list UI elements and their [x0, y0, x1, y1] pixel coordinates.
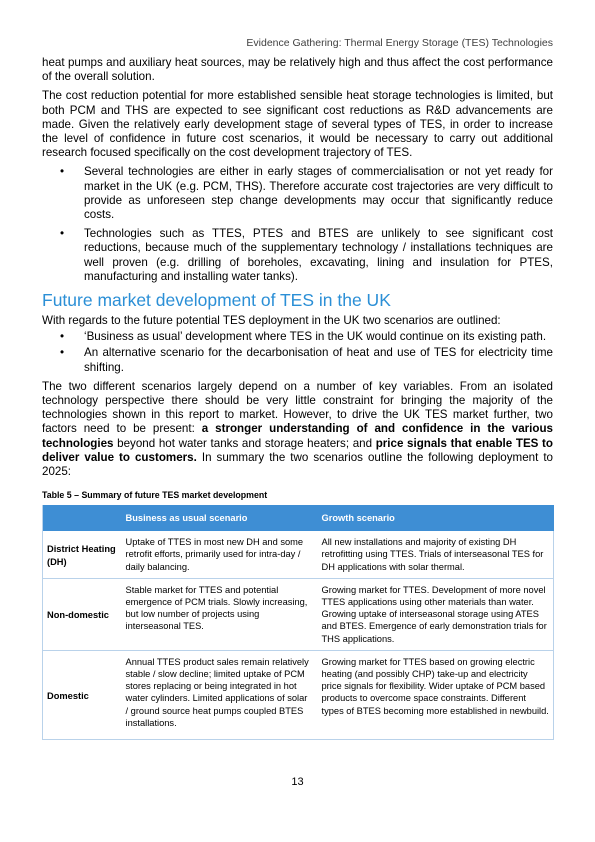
bullet-icon: •: [60, 346, 65, 360]
cost-bullet-list: [42, 165, 553, 284]
table-header-bau: Business as usual scenario: [121, 505, 317, 531]
row-label: Domestic: [43, 650, 121, 739]
list-item: [42, 227, 553, 284]
list-item: [42, 346, 553, 374]
intro-paragraph-2: The cost reduction potential for more established sensible heat storage technologies is limited, but both PCM and THS are expected to see significant cost reductions as R&D advancements are made. Given the relatively early development stage of several types of TES, in order to increase the level of confidence in future cost scenarios, it would be necessary to carry out additional research focused specifically on the cost development trajectory of TES.: [42, 89, 553, 160]
intro-paragraph-1: heat pumps and auxiliary heat sources, may be relatively high and thus affect the cost performance of the overall solution.: [42, 56, 553, 84]
list-item-text: Several technologies are either in early stages of commercialisation or not yet ready for market in the UK (e.g. PCM, THS). Therefore accurate cost trajectories are very difficult to provide as unforeseen step change developments may occur that significantly reduce costs.: [84, 165, 553, 222]
list-item-text: An alternative scenario for the decarbonisation of heat and use of TES for electricity time shifting.: [84, 346, 553, 374]
market-development-table: [42, 505, 554, 740]
table-header-growth: Growth scenario: [317, 505, 554, 531]
section-paragraph-1: With regards to the future potential TES deployment in the UK two scenarios are outlined:: [42, 314, 501, 328]
growth-cell: Growing market for TTES based on growing electric heating (and possibly CHP) take-up and electricity price signals for flexibility. Wider uptake of PCM based products to overcome space constraints. Different types of BTES becoming more established in newbuild.: [317, 650, 554, 739]
paragraph-text: The two different scenarios largely depend on a number of key variables. From an isolated technology perspective there should be very little constraint for bringing the majority of the technologies shown in this report to market. However, to drive the UK TES market further, two factors need to be present:: [42, 379, 553, 436]
list-item-text: Technologies such as TTES, PTES and BTES are unlikely to see significant cost reductions, because much of the supplementary technology / installations techniques are well proven (e.g. drilling of boreholes, excavating, lining and insulation for PTES, manufacturing and installing water tanks).: [84, 227, 553, 283]
page-content: [42, 56, 553, 740]
bau-cell: Uptake of TTES in most new DH and some retrofit efforts, primarily used for intra-day / daily balancing.: [121, 531, 317, 578]
paragraph-text: beyond hot water tanks and storage heaters; and: [113, 436, 376, 450]
row-label: Non-domestic: [43, 578, 121, 650]
emphasis-text: a stronger understanding of and confidence in the various technologies: [42, 422, 553, 450]
table-header-blank: [43, 505, 121, 531]
section-paragraph-2: [42, 380, 553, 479]
table-header-row: [43, 505, 554, 531]
paragraph-text: In summary the two scenarios outline the following deployment to 2025:: [42, 450, 553, 479]
emphasis-text: price signals that enable TES to deliver value to customers.: [42, 436, 553, 464]
bau-cell: Stable market for TTES and potential emergence of PCM trials. Slowly increasing, but low number of projects using interseasonal TES.: [121, 578, 317, 650]
bullet-icon: •: [60, 227, 65, 241]
bau-cell: Annual TTES product sales remain relatively stable / slow decline; limited uptake of PCM stores replacing or being integrated in hot water cylinders. Limited applications of solar / ground source heat pumps coupled BTES installations.: [121, 650, 317, 739]
section-heading: Future market development of TES in the UK: [42, 290, 391, 311]
list-item: [42, 330, 553, 344]
table-row: [43, 578, 554, 650]
list-item-text: ‘Business as usual’ development where TES in the UK would continue on its existing path.: [84, 330, 547, 344]
row-label: District Heating (DH): [43, 531, 121, 578]
table-row: [43, 531, 554, 578]
bullet-icon: •: [60, 330, 65, 344]
table-caption: Table 5 – Summary of future TES market development: [42, 490, 268, 501]
list-item: [42, 165, 553, 222]
bullet-icon: •: [60, 165, 65, 179]
scenario-bullet-list: [42, 330, 553, 375]
running-header: Evidence Gathering: Thermal Energy Storage (TES) Technologies: [246, 37, 553, 49]
page-number: 13: [291, 776, 304, 788]
table-row: [43, 650, 554, 739]
growth-cell: Growing market for TTES. Development of more novel TTES applications using other materials than water. Growing uptake of interseasonal storage using ATES and BTES. Emergence of early demonstration trials for THS applications.: [317, 578, 554, 650]
growth-cell: All new installations and majority of existing DH retrofitting using TTES. Trials of interseasonal TES for DH applications with solar thermal.: [317, 531, 554, 578]
